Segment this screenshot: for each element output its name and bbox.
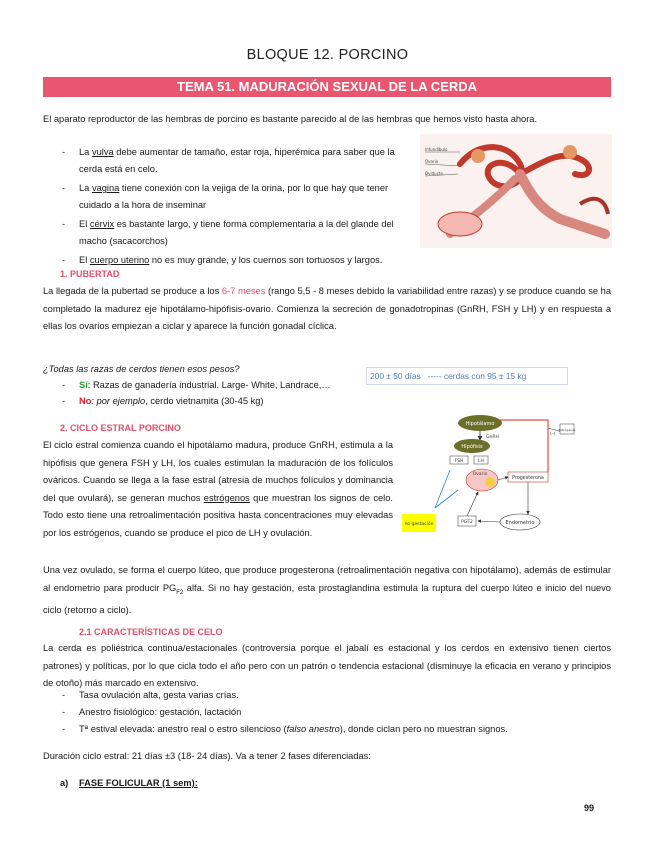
diagram-ovario: Ovario: [472, 472, 488, 477]
diagram-hipofisis: Hipófisis: [461, 444, 483, 450]
diagram-no-gestacion: no gestación: [404, 522, 434, 527]
question-answer-no: - No: por ejemplo, cerdo vietnamita (30-45 kg): [62, 396, 264, 406]
diagram-pgf2: PGF2: [461, 520, 473, 525]
intro-paragraph: El aparato reproductor de las hembras de porcino es bastante parecido al de las hembras que hemos visto hasta ahora.: [43, 114, 538, 124]
diagram-hipotalamo: Hipotálamo: [465, 421, 495, 427]
fase-folicular-label: a): [60, 778, 69, 788]
svg-text:Ovario: Ovario: [425, 159, 439, 164]
tema-title: TEMA 51. MADURACIÓN SEXUAL DE LA CERDA: [177, 79, 477, 94]
reproductive-tract-illustration: [420, 134, 612, 248]
list-item: - La vulva debe aumentar de tamaño, estar roja, hiperémica para saber que la cerda está en celo.: [62, 147, 395, 174]
diagram-endometrio: Endometrio: [505, 520, 535, 526]
list-item: - Tasa ovulación alta, gesta varias crías.: [62, 690, 239, 700]
section-heading-ciclo: 2. CICLO ESTRAL PORCINO: [60, 423, 181, 433]
diagram-progesterona: Progesterona: [512, 476, 544, 481]
diagram-lh: LH: [478, 459, 484, 464]
duracion-ciclo: Duración ciclo estral: 21 días ±3 (18- 24 días). Va a tener 2 fases diferenciadas:: [43, 751, 371, 761]
section-heading-pubertad: 1. PUBERTAD: [60, 269, 120, 279]
list-item: - Anestro fisiológico: gestación, lactación: [62, 707, 242, 717]
list-item: - El cérvix es bastante largo, y tiene forma complementaria a la del glande del macho (sacacorchos): [62, 219, 394, 246]
pubertad-paragraph: La llegada de la pubertad se produce a los 6-7 meses (rango 5,5 - 8 meses debido la variabilidad entre razas) y se produce cuando se ha completado la madurez eje hipotálamo-hipófisis-ovario. Comienza la secreción de gonadotropinas (GnRH, FSH y LH) y en respuesta a ellas los ovarios empiezan a ciclar y aparece la función gonadal cíclica.: [43, 286, 612, 331]
diagram-minus-1: (-): [550, 432, 556, 437]
caracteristicas-bullet-list: [62, 687, 609, 738]
weight-note: 200 ± 50 días ----- cerdas con 95 ± 15 kg: [370, 371, 527, 381]
list-item: - Tª estival elevada: anestro real o estro silencioso (falso anestro), donde ciclan pero no muestran signos.: [62, 724, 508, 734]
section-heading-caracteristicas: 2.1 CARACTERÍSTICAS DE CELO: [79, 627, 223, 637]
ciclo-paragraph-2: Una vez ovulado, se forma el cuerpo lúteo, que produce progesterona (retroalimentación negativa con hipotálamo), además de estimular al endometrio para producir $PG_{F2}$ alfa. Si no hay gestación, esta prostaglandina estimula la ruptura del cuerpo lúteo e inicio del nuevo ciclo (retorno a ciclo).: [43, 565, 611, 615]
question-text: ¿Todas las razas de cerdos tienen esos pesos?: [43, 364, 240, 374]
caracteristicas-paragraph: La cerda es poliéstrica continua/estacionales (controversia porque el jabalí es estacional y los cerdos en extensivo tienen ciertos patrones) y políticas, por lo que cicla todo el año pero con un patrón o tendencia estacional (disminuye la eficacia en verano y principios de otoño) más marcado en extensivo.: [43, 643, 611, 688]
diagram-fsh: FSH: [454, 459, 464, 464]
bloque-title: BLOQUE 12. PORCINO: [246, 47, 409, 63]
list-item: - El cuerpo uterino no es muy grande, y los cuernos son tortuosos y largos.: [62, 255, 383, 265]
diagram-estrogenos-label: Estrógenos: [558, 428, 576, 432]
svg-text:Infundíbulo: Infundíbulo: [425, 147, 448, 152]
list-item: - La vagina tiene conexión con la vejiga de la orina, por lo que hay que tener cuidado a la hora de inseminar: [62, 183, 389, 210]
intro-bullet-list: [62, 144, 417, 269]
svg-text:Oviducto: Oviducto: [425, 171, 443, 176]
page-number: 99: [584, 803, 595, 813]
hormone-cycle-diagram: [400, 410, 610, 538]
question-answer-yes: - Sí: Razas de ganadería industrial. Large- White, Landrace,…: [62, 380, 331, 390]
diagram-gnrh: GnRH: [486, 435, 499, 440]
fase-folicular-heading: FASE FOLICULAR (1 sem):: [79, 778, 198, 788]
ciclo-paragraph-1: El ciclo estral comienza cuando el hipotálamo madura, produce GnRH, estimula a la hipófisis que genera FSH y LH, los cuales estimulan la maduración de los folículos ováricos. Cuando se llega a la fase estral (atresia de muchos folículos y dominancia del que ovulará), se generan muchos estrógenos que muestran los signos de celo. Todo esto tiene una retroalimentación positiva hasta concentraciones muy elevadas por los estrógenos, cuando se produce el pico de LH y ovulación.: [43, 440, 393, 538]
